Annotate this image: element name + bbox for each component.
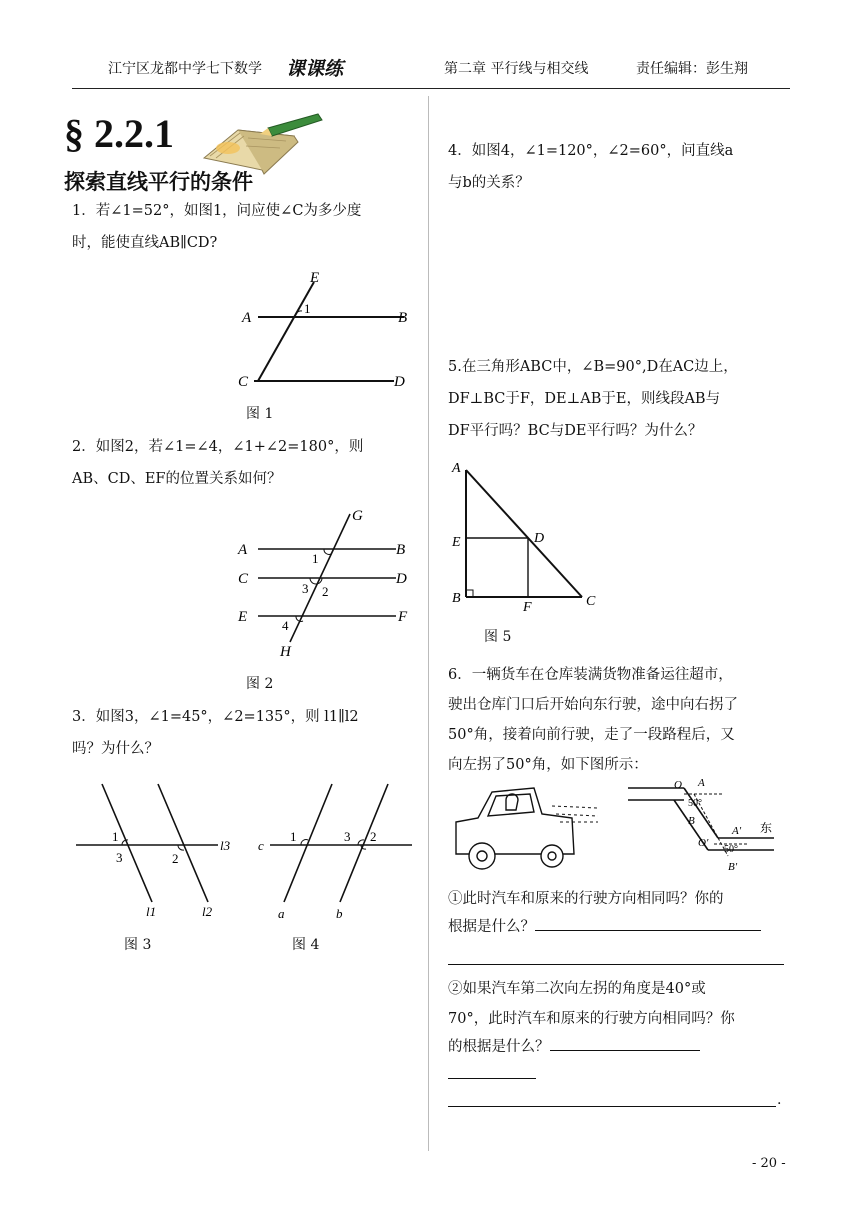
fig4-label-3: 3 — [344, 829, 351, 844]
q1-caption: 图 1 — [246, 406, 274, 422]
fig1-label-E: E — [310, 270, 320, 286]
q6-line4: 向左拐了50°角，如下图所示： — [448, 757, 648, 773]
fig6-label-O-prime: O′ — [698, 837, 709, 849]
fig3-label-2: 2 — [172, 851, 179, 866]
header-rule — [72, 88, 790, 89]
fig1-label-1: 1 — [304, 301, 311, 316]
fig1-label-D: D — [394, 374, 405, 390]
q1-line2: 时，能使直线AB∥CD? — [72, 235, 218, 251]
fig6-label-50-bottom: 50° — [724, 844, 738, 855]
fig3-label-l1: l1 — [146, 904, 157, 919]
fig3-label-l3: l3 — [220, 838, 231, 853]
q2-line1: 2．如图2，若∠1=∠4，∠1+∠2=180°，则 — [72, 439, 364, 455]
q6-sub2-line2: 70°，此时汽车和原来的行驶方向相同吗？你 — [448, 1011, 735, 1027]
q5-caption: 图 5 — [484, 629, 512, 645]
fig4-label-1: 1 — [290, 829, 297, 844]
q6-line2: 驶出仓库门口后开始向东行驶，途中向右拐了 — [448, 697, 738, 713]
fig6-label-A: A — [698, 777, 705, 789]
q6-sub1-line1: ①此时汽车和原来的行驶方向相同吗？你的 — [448, 891, 724, 907]
q2-line2: AB、CD、EF的位置关系如何？ — [72, 471, 282, 487]
q6-sub2-label: 的根据是什么？ — [448, 1039, 550, 1055]
fig6-label-B-prime: B′ — [728, 861, 738, 873]
answer-blank-1[interactable] — [535, 914, 761, 931]
fig6-label-A-prime: A′ — [732, 825, 742, 837]
answer-blank-3[interactable] — [550, 1034, 700, 1051]
fig2-label-A: A — [238, 542, 248, 558]
figure-1 — [232, 268, 418, 398]
header-editor: 责任编辑：彭生翔 — [636, 61, 748, 77]
answer-blank-5[interactable] — [448, 1106, 776, 1107]
q6-sub1-label: 根据是什么？ — [448, 919, 535, 935]
truck-illustration — [456, 788, 598, 869]
header-chapter: 第二章 平行线与相交线 — [444, 61, 589, 77]
q5-line1: 5.在三角形ABC中，∠B=90°,D在AC边上， — [448, 359, 738, 375]
fig2-label-D: D — [396, 571, 407, 587]
fig5-label-B: B — [452, 591, 461, 606]
q3-line1: 3．如图3，∠1=45°，∠2=135°，则 l1∥l2 — [72, 709, 359, 725]
fig2-label-F: F — [398, 609, 408, 625]
fig3-label-3: 3 — [116, 850, 123, 865]
fig5-label-E: E — [452, 535, 461, 550]
q2-caption: 图 2 — [246, 676, 274, 692]
q6-line1: 6．一辆货车在仓库装满货物准备运往超市， — [448, 667, 733, 683]
fig2-label-4: 4 — [282, 618, 289, 633]
header-school: 江宁区龙都中学七下数学 — [108, 61, 262, 77]
final-period: . — [777, 1092, 782, 1108]
column-divider — [428, 96, 429, 1151]
answer-blank-4[interactable] — [448, 1078, 536, 1079]
answer-blank-2[interactable] — [448, 964, 784, 965]
section-number: § 2.2.1 — [64, 111, 174, 156]
q5-line3: DF平行吗？BC与DE平行吗？为什么？ — [448, 423, 703, 439]
q4-line2: 与b的关系？ — [448, 175, 530, 191]
fig1-label-C: C — [238, 374, 249, 390]
fig2-label-H: H — [280, 644, 291, 660]
fig2-label-E: E — [238, 609, 248, 625]
fig1-label-B: B — [398, 310, 408, 326]
q6-line3: 50°角，接着向前行驶，走了一段路程后，又 — [448, 727, 735, 743]
fig3-label-1: 1 — [112, 829, 119, 844]
fig4-label-b: b — [336, 906, 343, 921]
figure-3-and-4 — [70, 776, 420, 926]
fig4-caption: 图 4 — [292, 937, 320, 953]
q6-sub1-line2 — [448, 912, 761, 942]
fig1-label-A: A — [242, 310, 252, 326]
q1-line1: 1．若∠1=52°，如图1，问应使∠C为多少度 — [72, 203, 362, 219]
fig6-label-east: 东 — [760, 821, 773, 835]
fig2-label-1: 1 — [312, 551, 319, 566]
figure-2 — [232, 500, 418, 665]
q3-line2: 吗？为什么？ — [72, 741, 159, 757]
fig2-label-3: 3 — [302, 581, 309, 596]
q6-sub2-line3 — [448, 1032, 700, 1062]
fig6-label-B: B — [688, 815, 695, 827]
fig4-label-2: 2 — [370, 829, 377, 844]
section-title: 探索直线平行的条件 — [64, 170, 253, 194]
fig2-label-C: C — [238, 571, 249, 587]
fig2-label-B: B — [396, 542, 406, 558]
fig3-label-l2: l2 — [202, 904, 213, 919]
fig5-label-D: D — [534, 531, 545, 546]
fig4-label-c: c — [258, 838, 264, 853]
q6-sub2-line1: ②如果汽车第二次向左拐的角度是40°或 — [448, 981, 706, 997]
figure-6-truck-route — [448, 774, 788, 880]
q5-line2: DF⊥BC于F，DE⊥AB于E，则线段AB与 — [448, 391, 721, 407]
fig3-caption: 图 3 — [124, 937, 152, 953]
fig5-label-A: A — [452, 461, 461, 476]
q4-line1: 4．如图4，∠1=120°，∠2=60°，问直线a — [448, 143, 734, 159]
fig6-label-O: O — [674, 779, 682, 791]
figure-5 — [448, 454, 608, 614]
fig5-label-C: C — [586, 594, 596, 609]
page-number: - 20 - — [752, 1156, 786, 1171]
fig6-label-50-top: 50° — [688, 798, 702, 809]
fig2-label-G: G — [352, 508, 363, 524]
fig5-label-F: F — [523, 600, 532, 614]
fig4-label-a: a — [278, 906, 285, 921]
fig2-label-2: 2 — [322, 584, 329, 599]
header-brand: 课课练 — [286, 58, 344, 80]
